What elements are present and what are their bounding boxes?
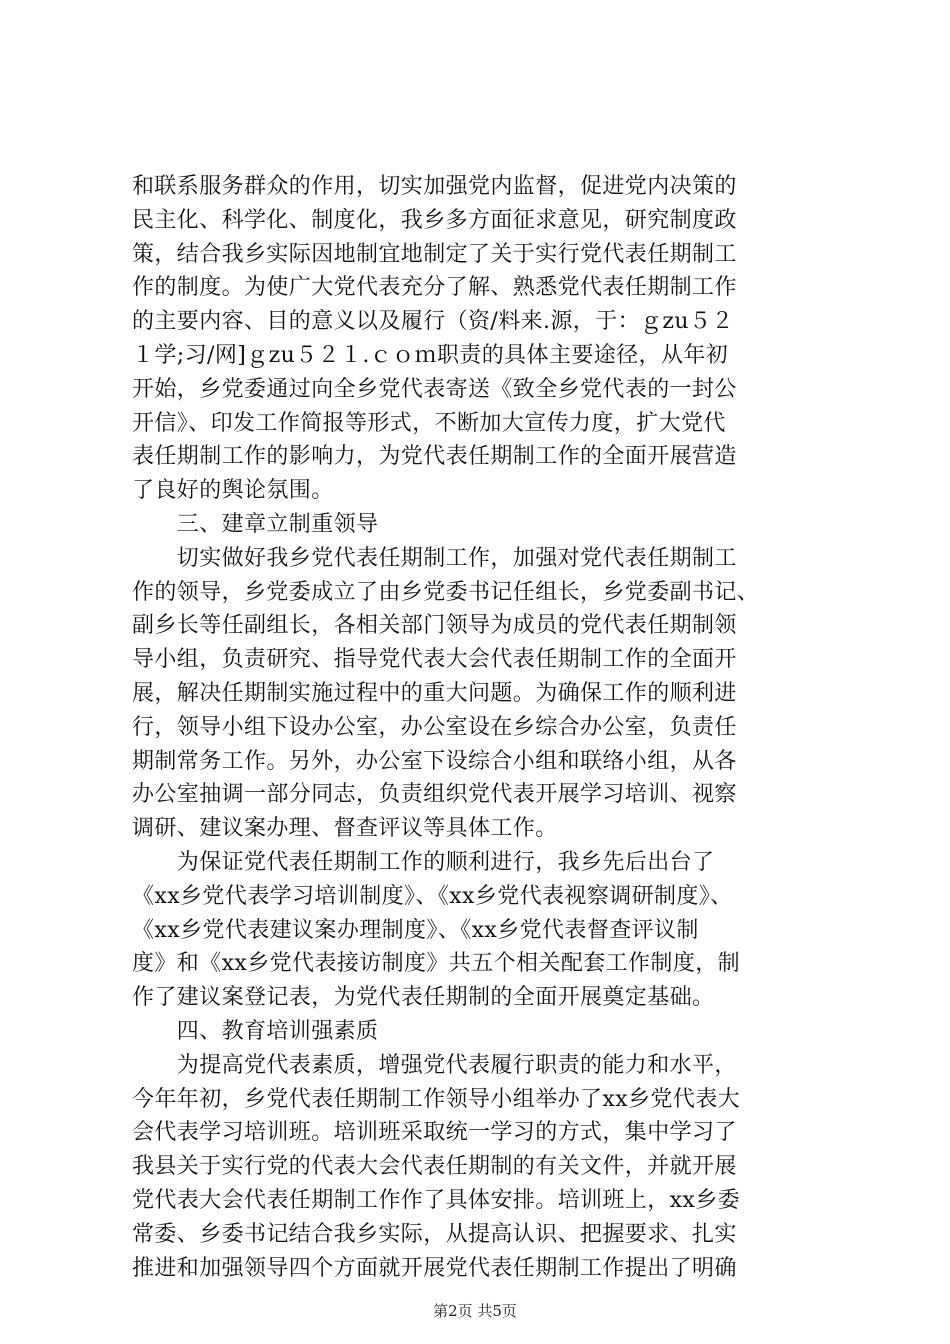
text-line: 推进和加强领导四个方面就开展党代表任期制工作提出了明确 [132,1255,737,1281]
text-line: 民主化、科学化、制度化，我乡多方面征求意见，研究制度政 [132,207,737,233]
text-line: 期制常务工作。另外，办公室下设综合小组和联络小组，从各 [132,748,737,774]
text-line: 行，领导小组下设办公室，办公室设在乡综合办公室，负责任 [132,714,737,740]
text-line: 导小组，负责研究、指导党代表大会代表任期制工作的全面开 [132,647,737,673]
text-line: 党代表大会代表任期制工作作了具体安排。培训班上，xx乡委 [132,1187,741,1213]
text-line: 度》和《xx乡党代表接访制度》共五个相关配套工作制度，制 [132,951,741,977]
text-line: 了良好的舆论氛围。 [132,478,334,504]
text-line: 常委、乡委书记结合我乡实际，从提高认识、把握要求、扎实 [132,1221,737,1247]
page-footer: 第2页 共5页 [433,1302,517,1320]
text-line: 办公室抽调一部分同志，负责组织党代表开展学习培训、视察 [132,782,737,808]
text-line: 的主要内容、目的意义以及履行（资/料来.源，于：ｇzu５２ [132,309,734,335]
text-line: 策，结合我乡实际因地制宜地制定了关于实行党代表任期制工 [132,241,737,267]
text-line: 三、建章立制重领导 [132,511,379,537]
text-line: 开始，乡党委通过向全乡党代表寄送《致全乡党代表的一封公 [132,376,737,402]
document-body [132,170,822,1285]
text-line: 作的制度。为使广大党代表充分了解、熟悉党代表任期制工作 [132,275,737,301]
text-line: 为保证党代表任期制工作的顺利进行，我乡先后出台了 [132,849,715,875]
text-line: 切实做好我乡党代表任期制工作，加强对党代表任期制工 [132,545,737,571]
text-line: 我县关于实行党的代表大会代表任期制的有关文件，并就开展 [132,1154,737,1180]
text-line: 四、教育培训强素质 [132,1018,379,1044]
text-line: 今年年初，乡党代表任期制工作领导小组举办了xx乡党代表大 [132,1086,741,1112]
text-line: 作了建议案登记表，为党代表任期制的全面开展奠定基础。 [132,985,715,1011]
text-line: 调研、建议案办理、督查评议等具体工作。 [132,816,558,842]
text-line: 《xx乡党代表学习培训制度》、《xx乡党代表视察调研制度》、 [132,883,733,909]
text-line: 《xx乡党代表建议案办理制度》、《xx乡党代表督查评议制 [132,917,699,943]
text-line: 展，解决任期制实施过程中的重大问题。为确保工作的顺利进 [132,680,737,706]
text-line: 和联系服务群众的作用，切实加强党内监督，促进党内决策的 [132,174,737,199]
text-line: １学;习/网]ｇzu５２１.ｃｏｍ职责的具体主要途径，从年初 [132,342,729,368]
text-line: 开信》、印发工作简报等形式，不断加大宣传力度，扩大党代 [132,410,726,436]
text-line: 为提高党代表素质，增强党代表履行职责的能力和水平， [132,1052,737,1078]
text-line: 表任期制工作的影响力，为党代表任期制工作的全面开展营造 [132,444,737,470]
text-line: 作的领导，乡党委成立了由乡党委书记任组长，乡党委副书记、 [132,579,760,605]
text-line: 会代表学习培训班。培训班采取统一学习的方式，集中学习了 [132,1120,737,1146]
text-line: 副乡长等任副组长，各相关部门领导为成员的党代表任期制领 [132,613,737,639]
